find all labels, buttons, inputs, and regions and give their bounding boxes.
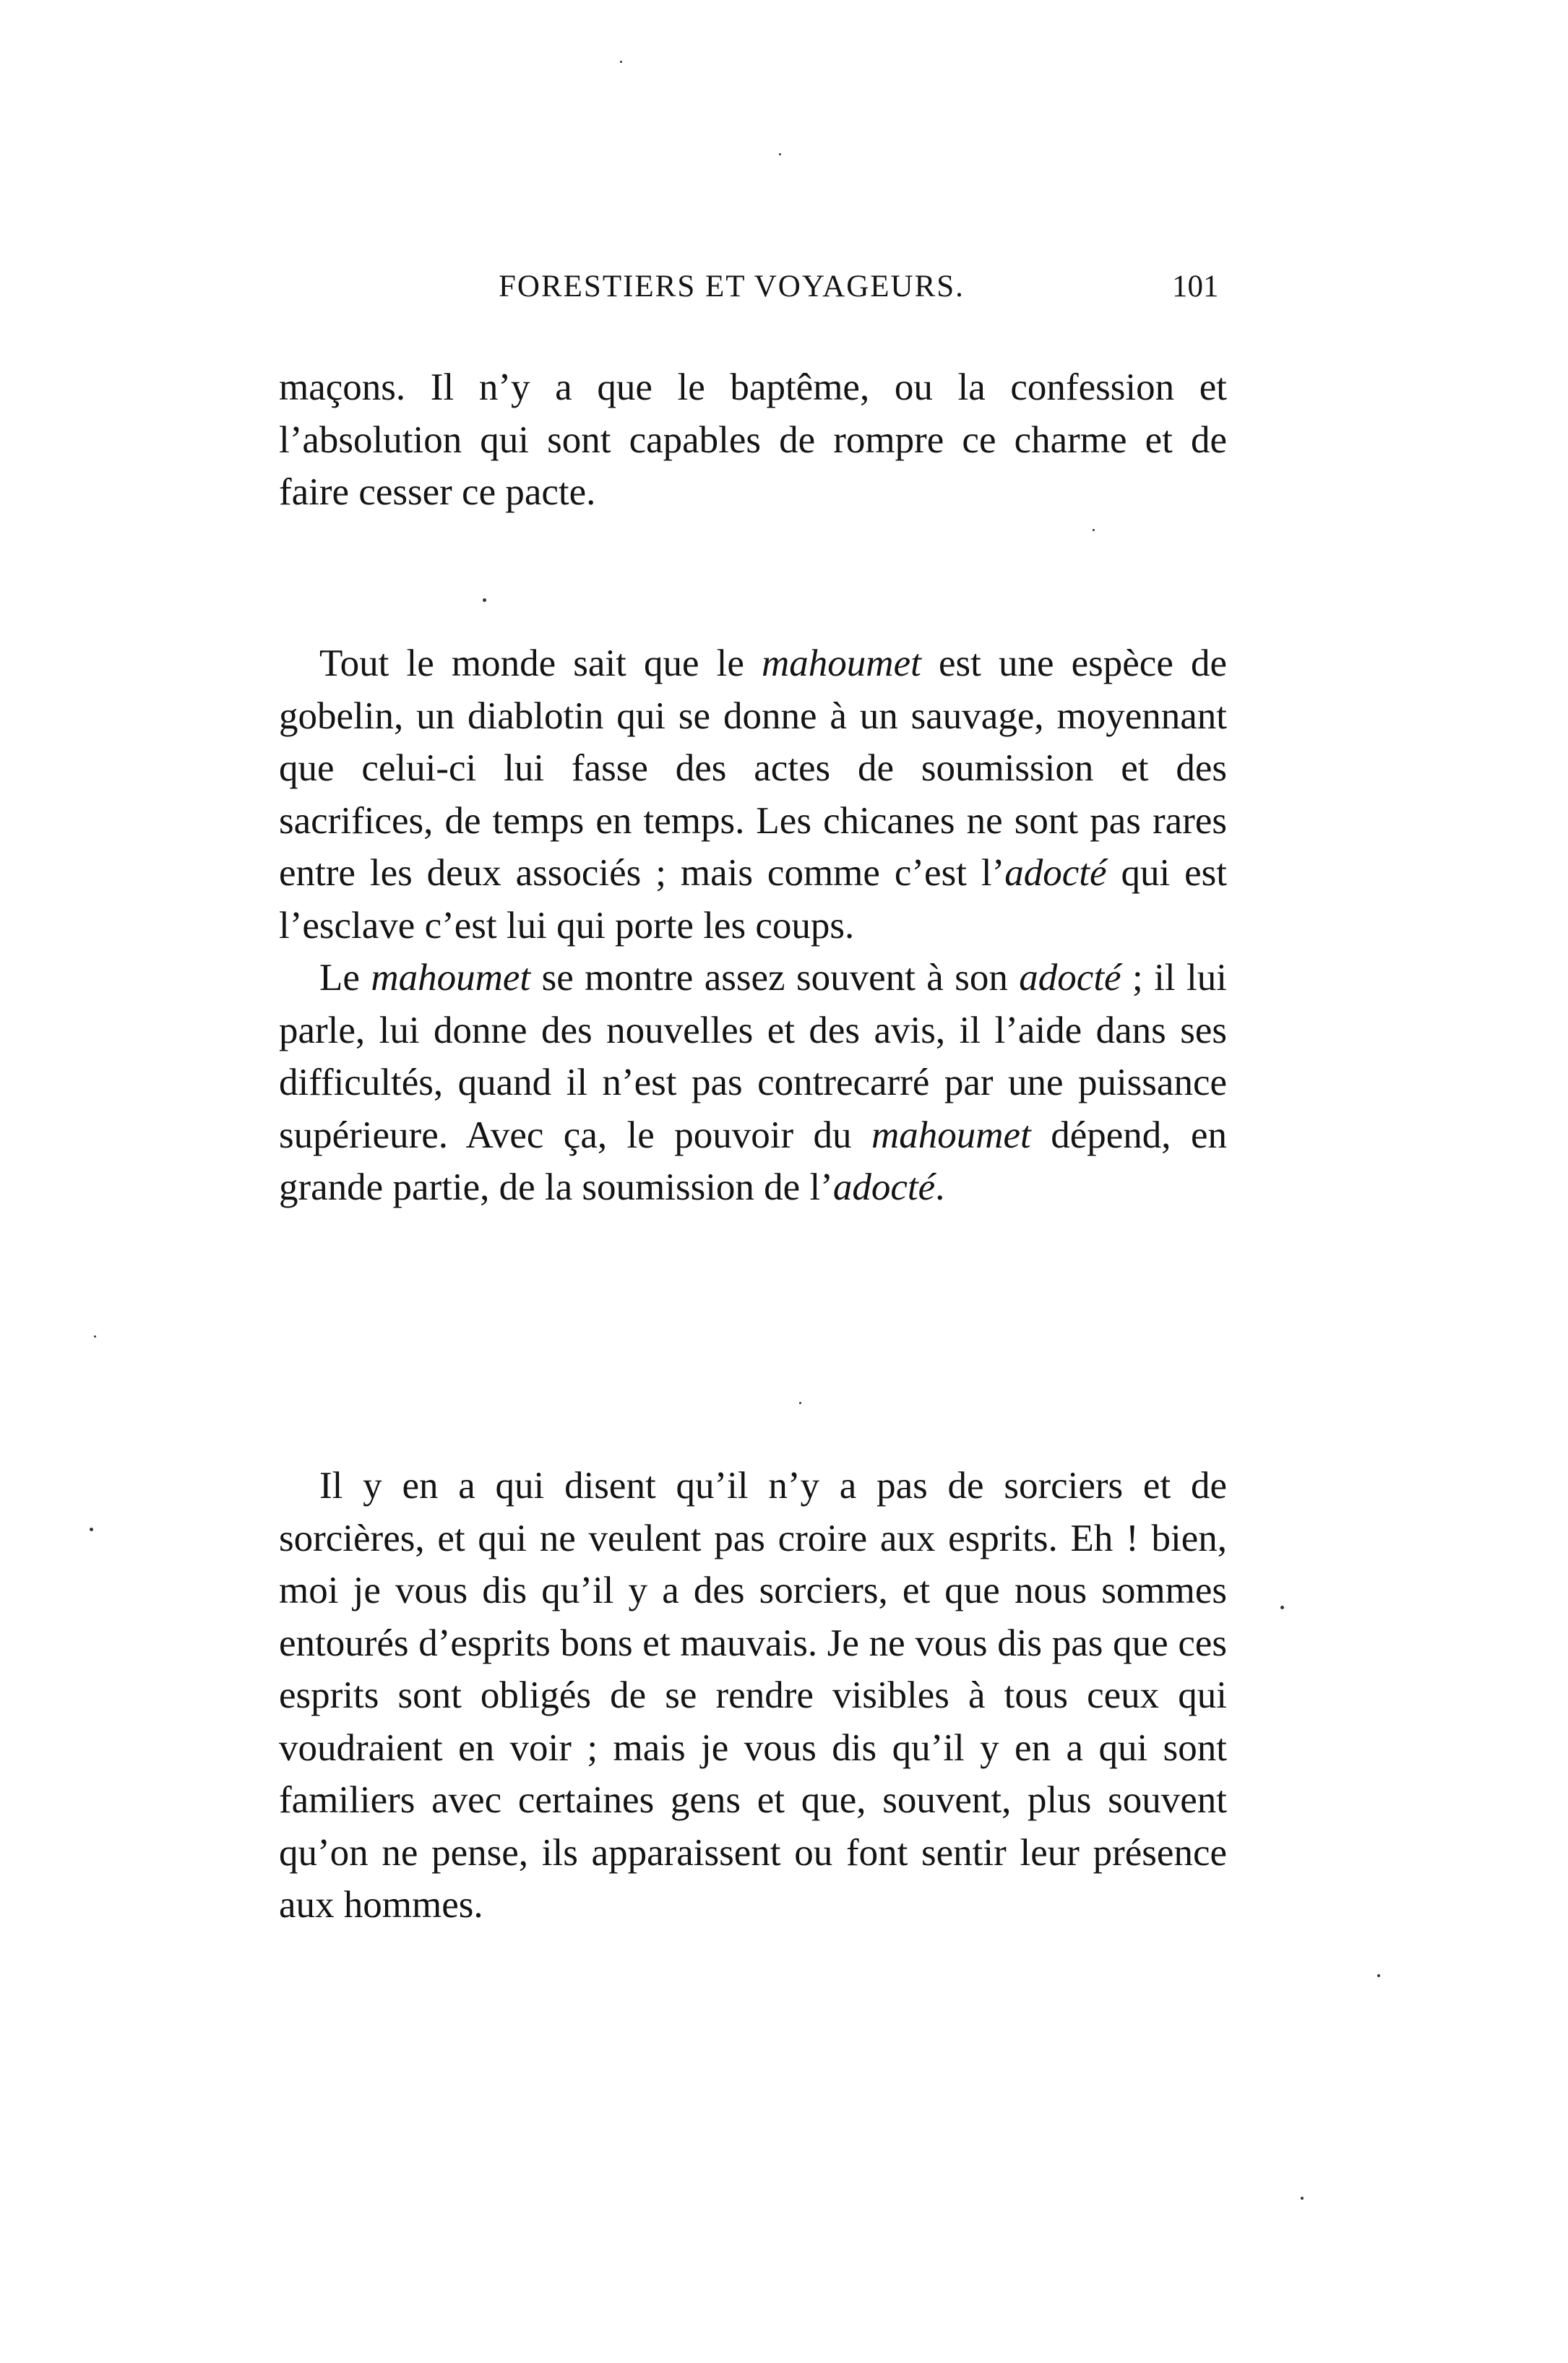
section-2: [279, 637, 1227, 1214]
scan-speck: [483, 598, 486, 602]
section-1: [279, 361, 1227, 519]
scan-speck: [1377, 1974, 1380, 1977]
text-run: est une espèce de gobelin, un diablotin qui se donne à un sauvage, moyennant que celui-ci lui fasse des actes de soumission et des sacrifices, de temps en temps. Les chicanes ne sont pas rares entre les deux associés ; mais comme c’est l’: [279, 642, 1227, 894]
text-run: Tout le monde sait que le: [319, 642, 762, 684]
italic-term: adocté: [1019, 957, 1121, 999]
paragraph: [279, 637, 1227, 952]
text-run: Le: [319, 957, 371, 999]
scan-speck: [620, 61, 622, 63]
scan-speck: [1093, 529, 1095, 531]
running-title: FORESTIERS ET VOYAGEURS.: [499, 270, 965, 304]
text-run: se montre assez souvent à son: [530, 957, 1020, 999]
scan-speck: [1280, 1606, 1284, 1609]
section-3: [279, 1460, 1227, 1932]
scan-speck: [779, 153, 781, 155]
paragraph: [279, 952, 1227, 1214]
italic-term: mahoumet: [871, 1114, 1031, 1156]
italic-term: adocté: [832, 1166, 936, 1208]
text-run: dépend, en grande partie, de la soumission de l’: [279, 1114, 1227, 1208]
text-run: ; il lui parle, lui donne des nouvelles et des avis, il l’aide dans ses difficultés, quand il n’est pas contrecarré par une puissance supérieure. Avec ça, le pouvoir du: [279, 957, 1227, 1156]
paragraph: maçons. Il n’y a que le baptême, ou la confession et l’absolution qui sont capables de rompre ce charme et de faire cesser ce pacte.: [279, 366, 1227, 513]
italic-term: mahoumet: [762, 642, 921, 684]
italic-term: mahoumet: [371, 957, 531, 999]
text-run: .: [935, 1166, 945, 1208]
page-number: 101: [1172, 270, 1219, 304]
scan-speck: [94, 1335, 96, 1338]
paragraph: Il y en a qui disent qu’il n’y a pas de sorciers et de sorcières, et qui ne veulent pas croire aux esprits. Eh ! bien, moi je vous dis qu’il y a des sorciers, et que nous sommes entourés d’esprits bons et mauvais. Je ne vous dis pas que ces esprits sont obligés de se rendre visibles à tous ceux qui voudraient en voir ; mais je vous dis qu’il y en a qui sont familiers avec certaines gens et que, souvent, plus souvent qu’on ne pense, ils apparaissent ou font sentir leur présence aux hommes.: [279, 1465, 1227, 1926]
italic-term: adocté: [1004, 852, 1107, 894]
text-run: qui est l’esclave c’est lui qui porte les coups.: [279, 852, 1227, 947]
scan-speck: [799, 1402, 801, 1404]
scan-speck: [90, 1528, 93, 1531]
scan-speck: [1301, 2197, 1304, 2200]
